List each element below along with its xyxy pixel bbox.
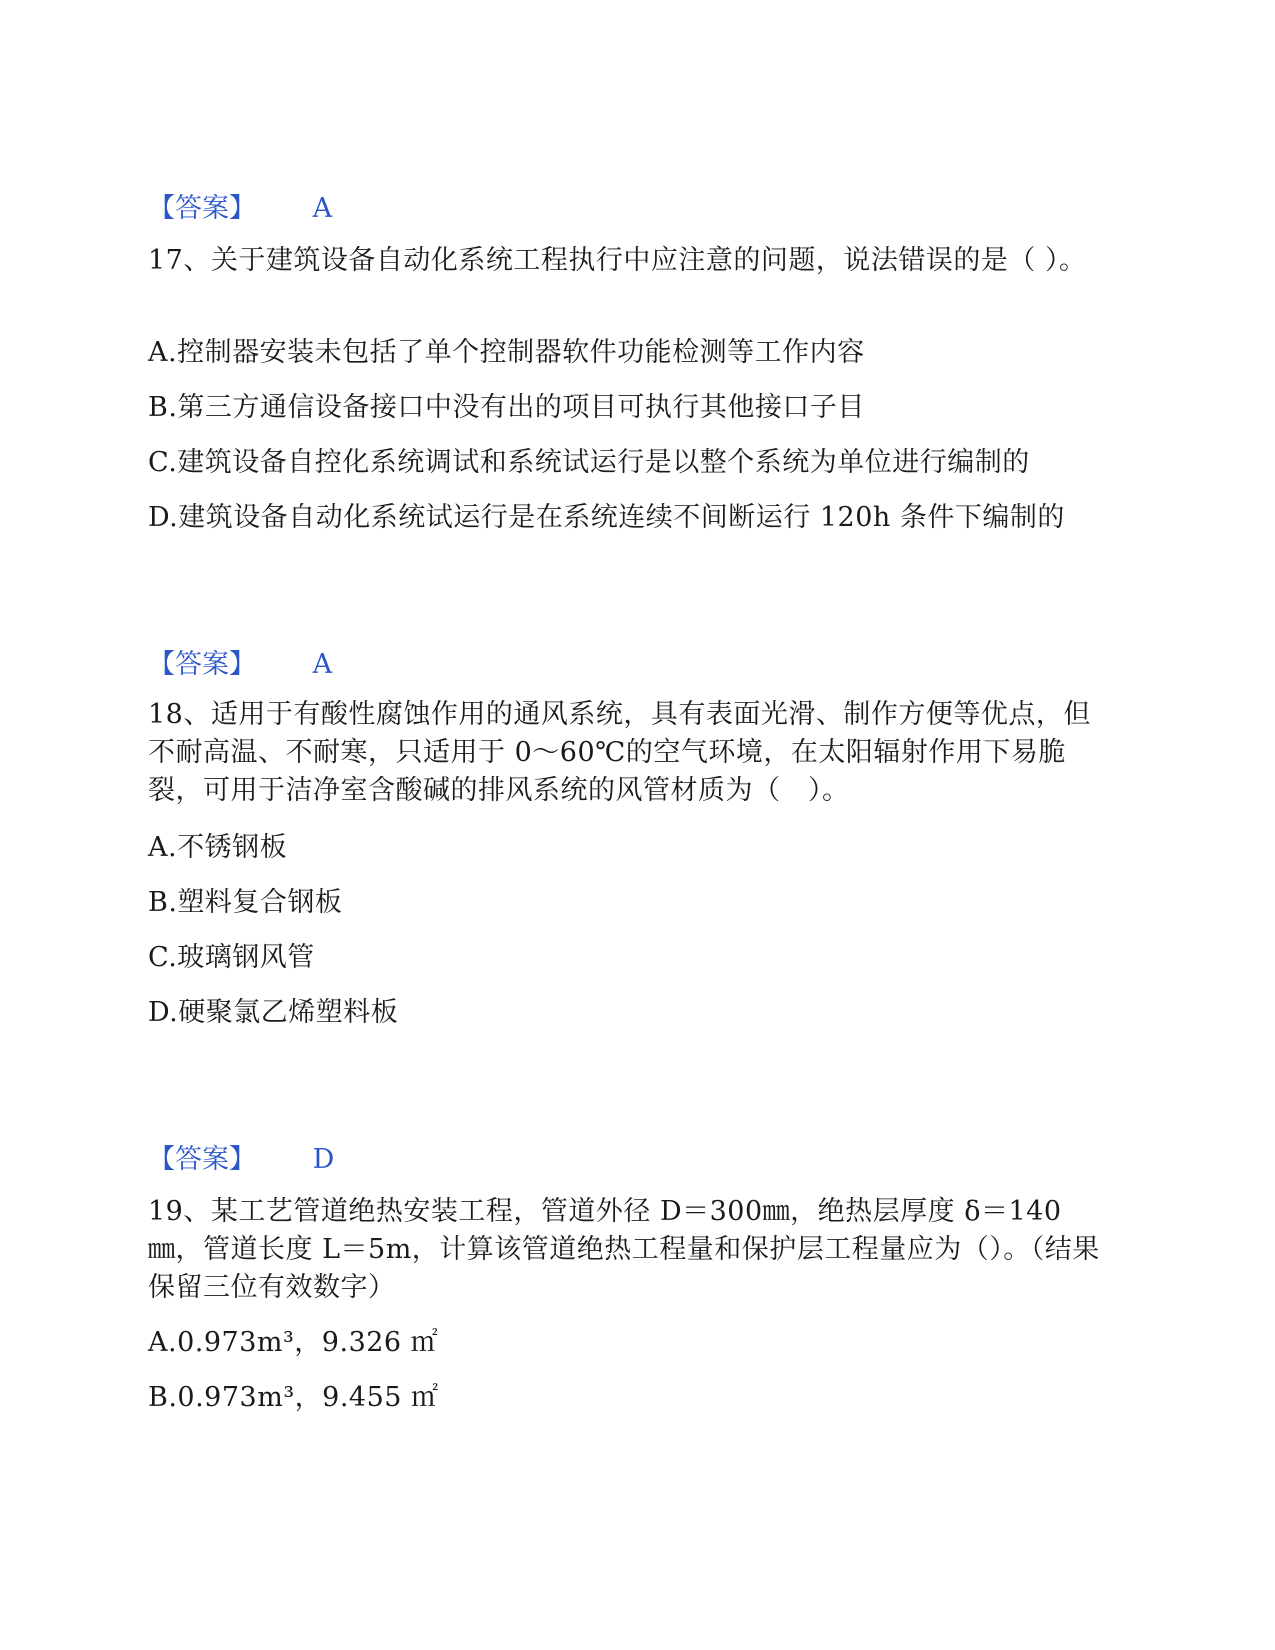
question-18-option-d: D.硬聚氯乙烯塑料板 [148,997,399,1028]
answer-line-17 [148,642,332,681]
answer-label: 【答案】 [148,1144,256,1175]
answer-value: A [312,193,333,224]
question-17-option-c: C.建筑设备自控化系统调试和系统试运行是以整个系统为单位进行编制的 [148,447,1030,478]
answer-line-16 [148,186,332,225]
question-17-option-b: B.第三方通信设备接口中没有出的项目可执行其他接口子目 [148,392,865,423]
question-18-option-b: B.塑料复合钢板 [148,887,343,918]
question-19-option-b: B.0.973m³，9.455 ㎡ [148,1382,439,1413]
question-17-option-a: A.控制器安装未包括了单个控制器软件功能检测等工作内容 [148,337,865,368]
answer-label: 【答案】 [148,649,256,680]
question-18-stem: 18、适用于有酸性腐蚀作用的通风系统，具有表面光滑、制作方便等优点，但不耐高温、不耐寒，只适用于 0～60℃的空气环境，在太阳辐射作用下易脆裂，可用于洁净室含酸碱的排风系统的风管材质为（ ）。 [148,699,1091,806]
answer-value: A [312,649,333,680]
answer-value: D [312,1144,335,1175]
question-18-option-a: A.不锈钢板 [148,832,288,863]
question-19-stem: 19、某工艺管道绝热安装工程，管道外径 D＝300㎜，绝热层厚度 δ＝140㎜，管道长度 L＝5m，计算该管道绝热工程量和保护层工程量应为（）。（结果保留三位有效数字） [148,1196,1100,1303]
question-18-option-c: C.玻璃钢风管 [148,942,315,973]
answer-label: 【答案】 [148,193,256,224]
answer-line-18 [148,1137,334,1176]
question-19-option-a: A.0.973m³，9.326 ㎡ [148,1327,439,1358]
question-17-stem: 17、关于建筑设备自动化系统工程执行中应注意的问题，说法错误的是（ ）。 [148,245,1087,276]
question-17-option-d: D.建筑设备自动化系统试运行是在系统连续不间断运行 120h 条件下编制的 [148,502,1065,533]
